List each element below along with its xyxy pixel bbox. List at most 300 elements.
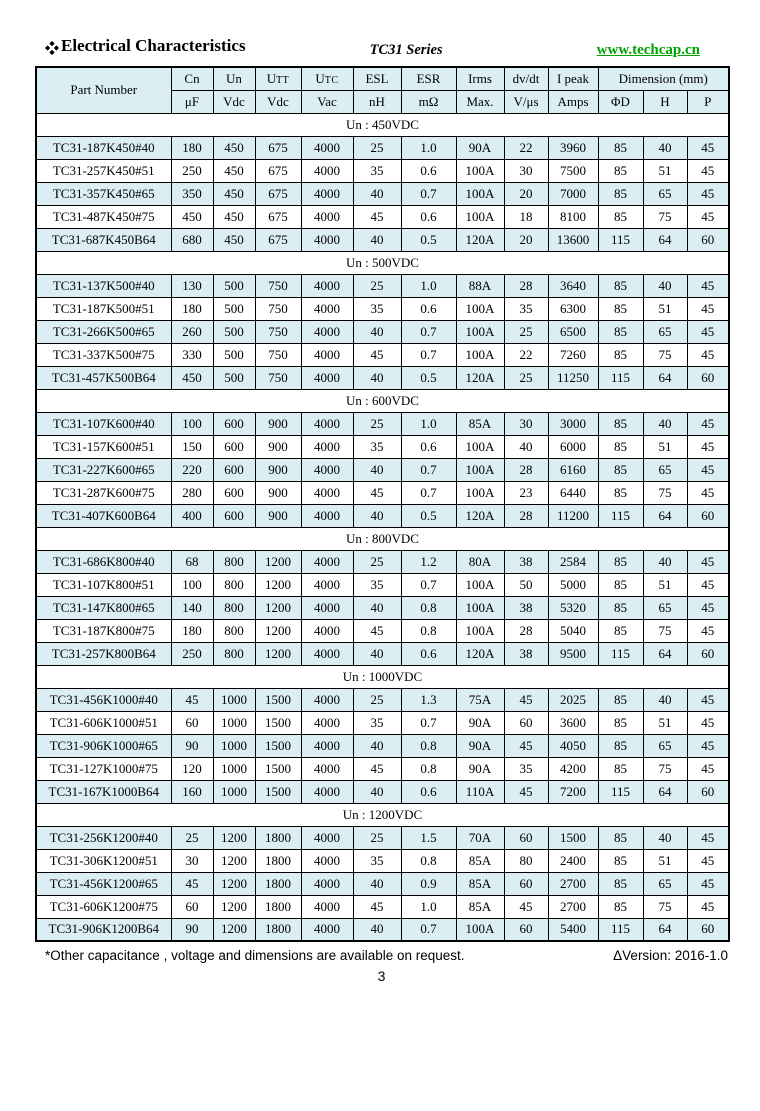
table-row [36, 826, 729, 849]
value-cell: 64 [643, 642, 687, 665]
value-cell: 75 [643, 757, 687, 780]
value-cell: 4000 [301, 688, 353, 711]
value-cell: 1200 [255, 619, 301, 642]
value-cell: 1000 [213, 734, 255, 757]
col-header-esr: ESR [401, 67, 456, 90]
table-row [36, 504, 729, 527]
value-cell: 1.0 [401, 895, 456, 918]
value-cell: 40 [353, 642, 401, 665]
value-cell: 600 [213, 435, 255, 458]
value-cell: 75 [643, 619, 687, 642]
value-cell: 115 [598, 228, 643, 251]
value-cell: 85 [598, 619, 643, 642]
value-cell: 75 [643, 895, 687, 918]
value-cell: 0.6 [401, 205, 456, 228]
value-cell: 45 [353, 205, 401, 228]
value-cell: 40 [353, 504, 401, 527]
value-cell: 4000 [301, 320, 353, 343]
value-cell: 60 [504, 872, 548, 895]
value-cell: 1500 [255, 688, 301, 711]
value-cell: 38 [504, 550, 548, 573]
value-cell: 0.6 [401, 435, 456, 458]
value-cell: 40 [353, 228, 401, 251]
value-cell: 45 [353, 343, 401, 366]
table-row [36, 481, 729, 504]
value-cell: 1200 [213, 872, 255, 895]
part-number-cell: TC31-257K450#51 [36, 159, 171, 182]
value-cell: 85 [598, 711, 643, 734]
value-cell: 0.7 [401, 320, 456, 343]
value-cell: 60 [687, 228, 729, 251]
value-cell: 85A [456, 895, 504, 918]
value-cell: 115 [598, 642, 643, 665]
section-label: Un : 1200VDC [36, 803, 729, 826]
value-cell: 38 [504, 642, 548, 665]
value-cell: 22 [504, 343, 548, 366]
value-cell: 45 [687, 895, 729, 918]
value-cell: 60 [687, 504, 729, 527]
value-cell: 0.6 [401, 297, 456, 320]
value-cell: 120A [456, 228, 504, 251]
table-row [36, 734, 729, 757]
value-cell: 40 [353, 366, 401, 389]
value-cell: 500 [213, 366, 255, 389]
value-cell: 1500 [255, 757, 301, 780]
part-number-cell: TC31-306K1200#51 [36, 849, 171, 872]
value-cell: 64 [643, 366, 687, 389]
table-header [36, 67, 729, 113]
value-cell: 45 [504, 780, 548, 803]
table-row [36, 872, 729, 895]
value-cell: 5320 [548, 596, 598, 619]
col-header-part-number: Part Number [36, 67, 171, 113]
value-cell: 30 [171, 849, 213, 872]
value-cell: 60 [687, 366, 729, 389]
value-cell: 4000 [301, 205, 353, 228]
value-cell: 6440 [548, 481, 598, 504]
value-cell: 60 [171, 895, 213, 918]
page-header [35, 36, 728, 59]
unit-h: H [643, 90, 687, 113]
value-cell: 40 [353, 458, 401, 481]
part-number-cell: TC31-266K500#65 [36, 320, 171, 343]
value-cell: 0.8 [401, 596, 456, 619]
unit-esl: nH [353, 90, 401, 113]
value-cell: 45 [687, 573, 729, 596]
value-cell: 22 [504, 136, 548, 159]
section-row [36, 113, 729, 136]
table-row [36, 343, 729, 366]
value-cell: 0.5 [401, 504, 456, 527]
value-cell: 1.0 [401, 274, 456, 297]
value-cell: 0.7 [401, 481, 456, 504]
value-cell: 450 [171, 366, 213, 389]
value-cell: 25 [353, 274, 401, 297]
value-cell: 45 [687, 872, 729, 895]
footer-note: *Other capacitance , voltage and dimensions are available on request. [45, 948, 465, 963]
value-cell: 4000 [301, 136, 353, 159]
value-cell: 40 [643, 412, 687, 435]
unit-esr: mΩ [401, 90, 456, 113]
table-row [36, 435, 729, 458]
value-cell: 45 [353, 619, 401, 642]
value-cell: 2400 [548, 849, 598, 872]
value-cell: 675 [255, 182, 301, 205]
value-cell: 20 [504, 228, 548, 251]
value-cell: 40 [643, 550, 687, 573]
value-cell: 40 [353, 182, 401, 205]
value-cell: 600 [213, 504, 255, 527]
value-cell: 90A [456, 711, 504, 734]
value-cell: 65 [643, 320, 687, 343]
value-cell: 23 [504, 481, 548, 504]
value-cell: 1800 [255, 872, 301, 895]
value-cell: 2584 [548, 550, 598, 573]
value-cell: 88A [456, 274, 504, 297]
value-cell: 45 [171, 688, 213, 711]
value-cell: 800 [213, 573, 255, 596]
part-number-cell: TC31-906K1000#65 [36, 734, 171, 757]
value-cell: 60 [171, 711, 213, 734]
value-cell: 115 [598, 366, 643, 389]
value-cell: 0.7 [401, 182, 456, 205]
part-number-cell: TC31-227K600#65 [36, 458, 171, 481]
value-cell: 45 [353, 895, 401, 918]
value-cell: 4000 [301, 458, 353, 481]
value-cell: 4000 [301, 481, 353, 504]
table-row [36, 550, 729, 573]
value-cell: 65 [643, 182, 687, 205]
value-cell: 100A [456, 320, 504, 343]
value-cell: 4000 [301, 918, 353, 941]
value-cell: 115 [598, 918, 643, 941]
part-number-cell: TC31-127K1000#75 [36, 757, 171, 780]
value-cell: 30 [504, 159, 548, 182]
value-cell: 1800 [255, 826, 301, 849]
value-cell: 51 [643, 573, 687, 596]
value-cell: 40 [353, 734, 401, 757]
value-cell: 51 [643, 849, 687, 872]
value-cell: 100A [456, 596, 504, 619]
value-cell: 4000 [301, 734, 353, 757]
value-cell: 160 [171, 780, 213, 803]
value-cell: 1000 [213, 757, 255, 780]
value-cell: 1.3 [401, 688, 456, 711]
value-cell: 45 [504, 895, 548, 918]
section-row [36, 803, 729, 826]
value-cell: 40 [353, 320, 401, 343]
value-cell: 35 [504, 757, 548, 780]
value-cell: 25 [171, 826, 213, 849]
value-cell: 60 [504, 918, 548, 941]
value-cell: 25 [353, 550, 401, 573]
value-cell: 600 [213, 412, 255, 435]
unit-phid: ΦD [598, 90, 643, 113]
value-cell: 100A [456, 481, 504, 504]
table-row [36, 228, 729, 251]
value-cell: 85A [456, 849, 504, 872]
table-body [36, 113, 729, 941]
value-cell: 85A [456, 872, 504, 895]
value-cell: 40 [353, 872, 401, 895]
col-header-dvdt: dv/dt [504, 67, 548, 90]
value-cell: 25 [504, 366, 548, 389]
value-cell: 28 [504, 619, 548, 642]
table-row [36, 918, 729, 941]
value-cell: 1200 [255, 596, 301, 619]
table-row [36, 320, 729, 343]
value-cell: 4000 [301, 274, 353, 297]
section-row [36, 389, 729, 412]
value-cell: 4000 [301, 550, 353, 573]
value-cell: 0.8 [401, 619, 456, 642]
value-cell: 260 [171, 320, 213, 343]
part-number-cell: TC31-686K800#40 [36, 550, 171, 573]
col-header-esl: ESL [353, 67, 401, 90]
value-cell: 4000 [301, 619, 353, 642]
part-number-cell: TC31-456K1200#65 [36, 872, 171, 895]
value-cell: 4000 [301, 504, 353, 527]
value-cell: 100A [456, 343, 504, 366]
value-cell: 1.0 [401, 412, 456, 435]
value-cell: 60 [687, 642, 729, 665]
value-cell: 800 [213, 642, 255, 665]
value-cell: 800 [213, 619, 255, 642]
value-cell: 11200 [548, 504, 598, 527]
value-cell: 85 [598, 320, 643, 343]
value-cell: 0.8 [401, 734, 456, 757]
col-header-irms: Irms [456, 67, 504, 90]
value-cell: 85 [598, 458, 643, 481]
value-cell: 35 [504, 297, 548, 320]
value-cell: 4000 [301, 435, 353, 458]
value-cell: 4000 [301, 849, 353, 872]
value-cell: 4000 [301, 228, 353, 251]
value-cell: 45 [687, 688, 729, 711]
value-cell: 35 [353, 849, 401, 872]
value-cell: 90A [456, 136, 504, 159]
value-cell: 40 [643, 136, 687, 159]
value-cell: 2700 [548, 872, 598, 895]
value-cell: 1200 [213, 826, 255, 849]
value-cell: 45 [687, 757, 729, 780]
section-row [36, 251, 729, 274]
value-cell: 45 [687, 826, 729, 849]
value-cell: 45 [687, 550, 729, 573]
value-cell: 40 [504, 435, 548, 458]
value-cell: 40 [353, 596, 401, 619]
table-row [36, 642, 729, 665]
value-cell: 85 [598, 688, 643, 711]
value-cell: 45 [687, 849, 729, 872]
value-cell: 600 [213, 458, 255, 481]
value-cell: 3000 [548, 412, 598, 435]
value-cell: 80 [504, 849, 548, 872]
value-cell: 100A [456, 205, 504, 228]
value-cell: 75 [643, 481, 687, 504]
value-cell: 900 [255, 412, 301, 435]
value-cell: 0.5 [401, 228, 456, 251]
page-title-text: Electrical Characteristics [61, 36, 246, 55]
value-cell: 45 [504, 688, 548, 711]
value-cell: 1800 [255, 895, 301, 918]
part-number-cell: TC31-107K600#40 [36, 412, 171, 435]
table-row [36, 205, 729, 228]
part-number-cell: TC31-147K800#65 [36, 596, 171, 619]
part-number-cell: TC31-456K1000#40 [36, 688, 171, 711]
value-cell: 85 [598, 872, 643, 895]
value-cell: 7000 [548, 182, 598, 205]
section-label: Un : 500VDC [36, 251, 729, 274]
unit-ipeak: Amps [548, 90, 598, 113]
value-cell: 9500 [548, 642, 598, 665]
value-cell: 4000 [301, 780, 353, 803]
value-cell: 40 [643, 274, 687, 297]
value-cell: 60 [504, 826, 548, 849]
value-cell: 28 [504, 504, 548, 527]
value-cell: 4000 [301, 642, 353, 665]
value-cell: 100A [456, 435, 504, 458]
table-row [36, 757, 729, 780]
value-cell: 45 [687, 274, 729, 297]
part-number-cell: TC31-357K450#65 [36, 182, 171, 205]
col-header-dimension: Dimension (mm) [598, 67, 729, 90]
value-cell: 45 [687, 205, 729, 228]
value-cell: 1.2 [401, 550, 456, 573]
value-cell: 4000 [301, 343, 353, 366]
section-label: Un : 450VDC [36, 113, 729, 136]
value-cell: 35 [353, 711, 401, 734]
value-cell: 18 [504, 205, 548, 228]
unit-utt: Vdc [255, 90, 301, 113]
value-cell: 6160 [548, 458, 598, 481]
value-cell: 4050 [548, 734, 598, 757]
unit-cn: μF [171, 90, 213, 113]
value-cell: 45 [687, 711, 729, 734]
value-cell: 35 [353, 297, 401, 320]
value-cell: 45 [171, 872, 213, 895]
part-number-cell: TC31-187K500#51 [36, 297, 171, 320]
value-cell: 85 [598, 435, 643, 458]
value-cell: 85 [598, 205, 643, 228]
value-cell: 1200 [213, 918, 255, 941]
value-cell: 85 [598, 826, 643, 849]
part-number-cell: TC31-337K500#75 [36, 343, 171, 366]
value-cell: 65 [643, 458, 687, 481]
value-cell: 45 [687, 596, 729, 619]
value-cell: 35 [353, 159, 401, 182]
value-cell: 1500 [548, 826, 598, 849]
value-cell: 100A [456, 159, 504, 182]
part-number-cell: TC31-187K800#75 [36, 619, 171, 642]
value-cell: 25 [504, 320, 548, 343]
value-cell: 0.5 [401, 366, 456, 389]
section-label: Un : 1000VDC [36, 665, 729, 688]
value-cell: 45 [687, 481, 729, 504]
table-row [36, 274, 729, 297]
value-cell: 1500 [255, 780, 301, 803]
value-cell: 115 [598, 504, 643, 527]
electrical-characteristics-table [35, 66, 730, 942]
value-cell: 110A [456, 780, 504, 803]
value-cell: 8100 [548, 205, 598, 228]
value-cell: 4000 [301, 297, 353, 320]
value-cell: 60 [687, 918, 729, 941]
value-cell: 680 [171, 228, 213, 251]
value-cell: 675 [255, 159, 301, 182]
page-title [35, 36, 246, 56]
value-cell: 600 [213, 481, 255, 504]
website-link[interactable]: www.techcap.cn [596, 42, 700, 58]
value-cell: 4000 [301, 757, 353, 780]
value-cell: 4000 [301, 366, 353, 389]
value-cell: 51 [643, 159, 687, 182]
value-cell: 100A [456, 573, 504, 596]
value-cell: 25 [353, 826, 401, 849]
table-row [36, 895, 729, 918]
value-cell: 4000 [301, 573, 353, 596]
value-cell: 0.7 [401, 458, 456, 481]
value-cell: 1200 [255, 550, 301, 573]
value-cell: 3640 [548, 274, 598, 297]
part-number-cell: TC31-906K1200B64 [36, 918, 171, 941]
table-row [36, 159, 729, 182]
value-cell: 45 [353, 757, 401, 780]
col-header-ipeak: I peak [548, 67, 598, 90]
value-cell: 1800 [255, 849, 301, 872]
value-cell: 45 [353, 481, 401, 504]
section-label: Un : 600VDC [36, 389, 729, 412]
table-row [36, 780, 729, 803]
value-cell: 45 [687, 412, 729, 435]
value-cell: 140 [171, 596, 213, 619]
unit-un: Vdc [213, 90, 255, 113]
value-cell: 675 [255, 136, 301, 159]
value-cell: 5040 [548, 619, 598, 642]
part-number-cell: TC31-167K1000B64 [36, 780, 171, 803]
value-cell: 30 [504, 412, 548, 435]
value-cell: 1.0 [401, 136, 456, 159]
value-cell: 20 [504, 182, 548, 205]
value-cell: 0.9 [401, 872, 456, 895]
table-row [36, 688, 729, 711]
value-cell: 2700 [548, 895, 598, 918]
value-cell: 45 [687, 343, 729, 366]
value-cell: 85 [598, 849, 643, 872]
value-cell: 450 [213, 205, 255, 228]
value-cell: 450 [213, 228, 255, 251]
value-cell: 85 [598, 734, 643, 757]
value-cell: 180 [171, 297, 213, 320]
diamond-bullet-icon [45, 40, 59, 54]
value-cell: 0.6 [401, 159, 456, 182]
value-cell: 85 [598, 550, 643, 573]
value-cell: 4000 [301, 895, 353, 918]
value-cell: 100A [456, 182, 504, 205]
value-cell: 60 [504, 711, 548, 734]
value-cell: 0.8 [401, 849, 456, 872]
value-cell: 750 [255, 274, 301, 297]
value-cell: 450 [171, 205, 213, 228]
part-number-cell: TC31-137K500#40 [36, 274, 171, 297]
col-header-utc: UTC [301, 67, 353, 90]
page-number: 3 [377, 968, 386, 984]
value-cell: 28 [504, 458, 548, 481]
value-cell: 450 [213, 182, 255, 205]
value-cell: 90 [171, 918, 213, 941]
table-row [36, 412, 729, 435]
value-cell: 750 [255, 297, 301, 320]
